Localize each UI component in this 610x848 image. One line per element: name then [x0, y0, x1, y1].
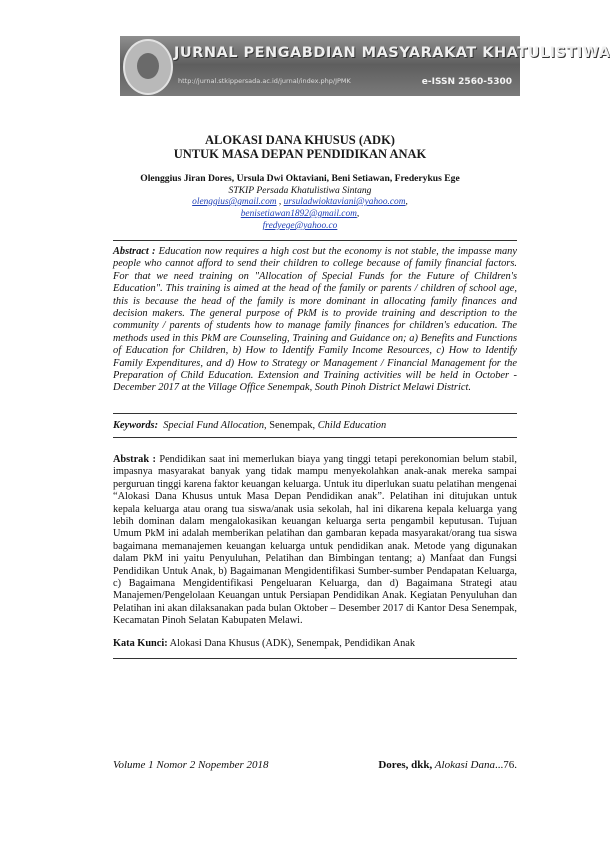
- divider: [113, 658, 517, 659]
- journal-title: JURNAL PENGABDIAN MASYARAKAT KHATULISTIWA: [174, 45, 610, 61]
- divider: [113, 240, 517, 241]
- divider: [113, 437, 517, 438]
- author-emails: olenggius@gmail.com , ursuladwioktaviani@yahoo.com, benisetiawan1892@gmail.com, fredyege@yahoo.co: [192, 197, 408, 231]
- keywords-indonesian: Kata Kunci: Alokasi Dana Khusus (ADK), Senempak, Pendidikan Anak: [113, 638, 416, 649]
- issn: e-ISSN 2560-5300: [421, 77, 512, 87]
- email-link-1[interactable]: olenggius@gmail.com: [192, 197, 277, 207]
- divider: [113, 413, 517, 414]
- journal-banner: [120, 36, 610, 96]
- university-seal-icon: [123, 39, 173, 95]
- keywords-english: Keywords: Special Fund Allocation, Senempak, Child Education: [113, 420, 387, 431]
- email-link-2[interactable]: ursuladwioktaviani@yahoo.com: [283, 197, 406, 207]
- email-link-3[interactable]: benisetiawan1892@gmail.com: [240, 209, 357, 219]
- kata-kunci-label: Kata Kunci:: [113, 638, 168, 649]
- keywords-label: Keywords:: [113, 420, 159, 431]
- abstract-text: Education now requires a high cost but the economy is not stable, the impasse many people who cannot afford to send their children to college because of family financial factors. For that we need training on "Allocation of Special Funds for the Future of Children's Education". This training is aimed at the head of the family or parents / children of school age, this is because the head of the family is more dominant in allocating family finances and decision makers. The general purpose of PkM is to provide training and description to the community / parents of students how to manage family finances for children's education. The methods used in this PkM are Counseling, Training and Guidance on; a) Benefits and Functions of Education for Children, b) How to Identify Family Income Resources, c) How to Identify Family Expenditures, and d) How to Strategy or Management / Financial Management for the Preparation of Child Education. Extension and Training activities will be held in October - December 2017 at the Village Office Senempak, South Pinoh District Melawi District.: [113, 246, 517, 394]
- affiliation: STKIP Persada Khatulistiwa Sintang: [228, 185, 372, 196]
- abstract-label: Abstract :: [113, 246, 156, 257]
- journal-url[interactable]: http://jurnal.stkippersada.ac.id/jurnal/index.php/JPMK: [178, 77, 351, 85]
- running-reference: Dores, dkk, Alokasi Dana...76.: [378, 759, 517, 771]
- abstrak-label: Abstrak :: [113, 454, 156, 465]
- article-title-line1: ALOKASI DANA KHUSUS (ADK): [205, 133, 395, 147]
- abstract-indonesian: [113, 454, 517, 628]
- abstract-english: [113, 246, 517, 395]
- author-list: Olenggius Jiran Dores, Ursula Dwi Oktaviani, Beni Setiawan, Frederykus Ege: [140, 173, 460, 184]
- email-link-4[interactable]: fredyege@yahoo.co: [262, 221, 338, 231]
- volume-info: Volume 1 Nomor 2 Nopember 2018: [113, 759, 269, 771]
- abstrak-text: Pendidikan saat ini memerlukan biaya yang tinggi tetapi perekonomian belum stabil, impasnya masyarakat banyak yang tidak mampu menyekolahkan anak-anak mereka sampai perguruan tinggi karena faktor keuangan keluarga. Untuk itu diperlukan suatu pelatihan mengenai “Alokasi Dana Khusus untuk Masa Depan Pendidikan anak”. Pelatihan ini ditujukan untuk kepala keluarga atau orang tua siswa/anak usia sekolah, hal ini dikarena kepala keluarga yang lebih dominan dalam mengalokasikan keuangan keluarga serta pengambil keputusan. Tujuan Umum PkM ini adalah memberikan pelatihan dan gambaran kepada masyarakat/orang tua siswa bagaimana memanajemen keuangan keluarga untuk pendidikan anak. Metode yang digunakan dalam PkM ini yaitu Penyuluhan, Pelatihan dan Bimbingan tentang; a) Manfaat dan Fungsi Pendidikan Untuk Anak, b) Bagaimanan Mengidentifikasi Sumber-sumber Pendapatan Keluarga, c) Bagaimana Mengidentifikasi Pengeluaran Keluarga, dan d) Bagaimana Strategi atau Manajemen/Pengelolaan Keuangan untuk Persiapan Pendidikan Anak. Kegiatan Penyuluhan dan Pelatihan ini akan dilaksanakan pada bulan Oktober – Desember 2017 di Kantor Desa Senempak, Kecamatan Pinoh Selatan Kabupaten Melawi.: [113, 454, 517, 627]
- article-title-line2: UNTUK MASA DEPAN PENDIDIKAN ANAK: [173, 147, 427, 161]
